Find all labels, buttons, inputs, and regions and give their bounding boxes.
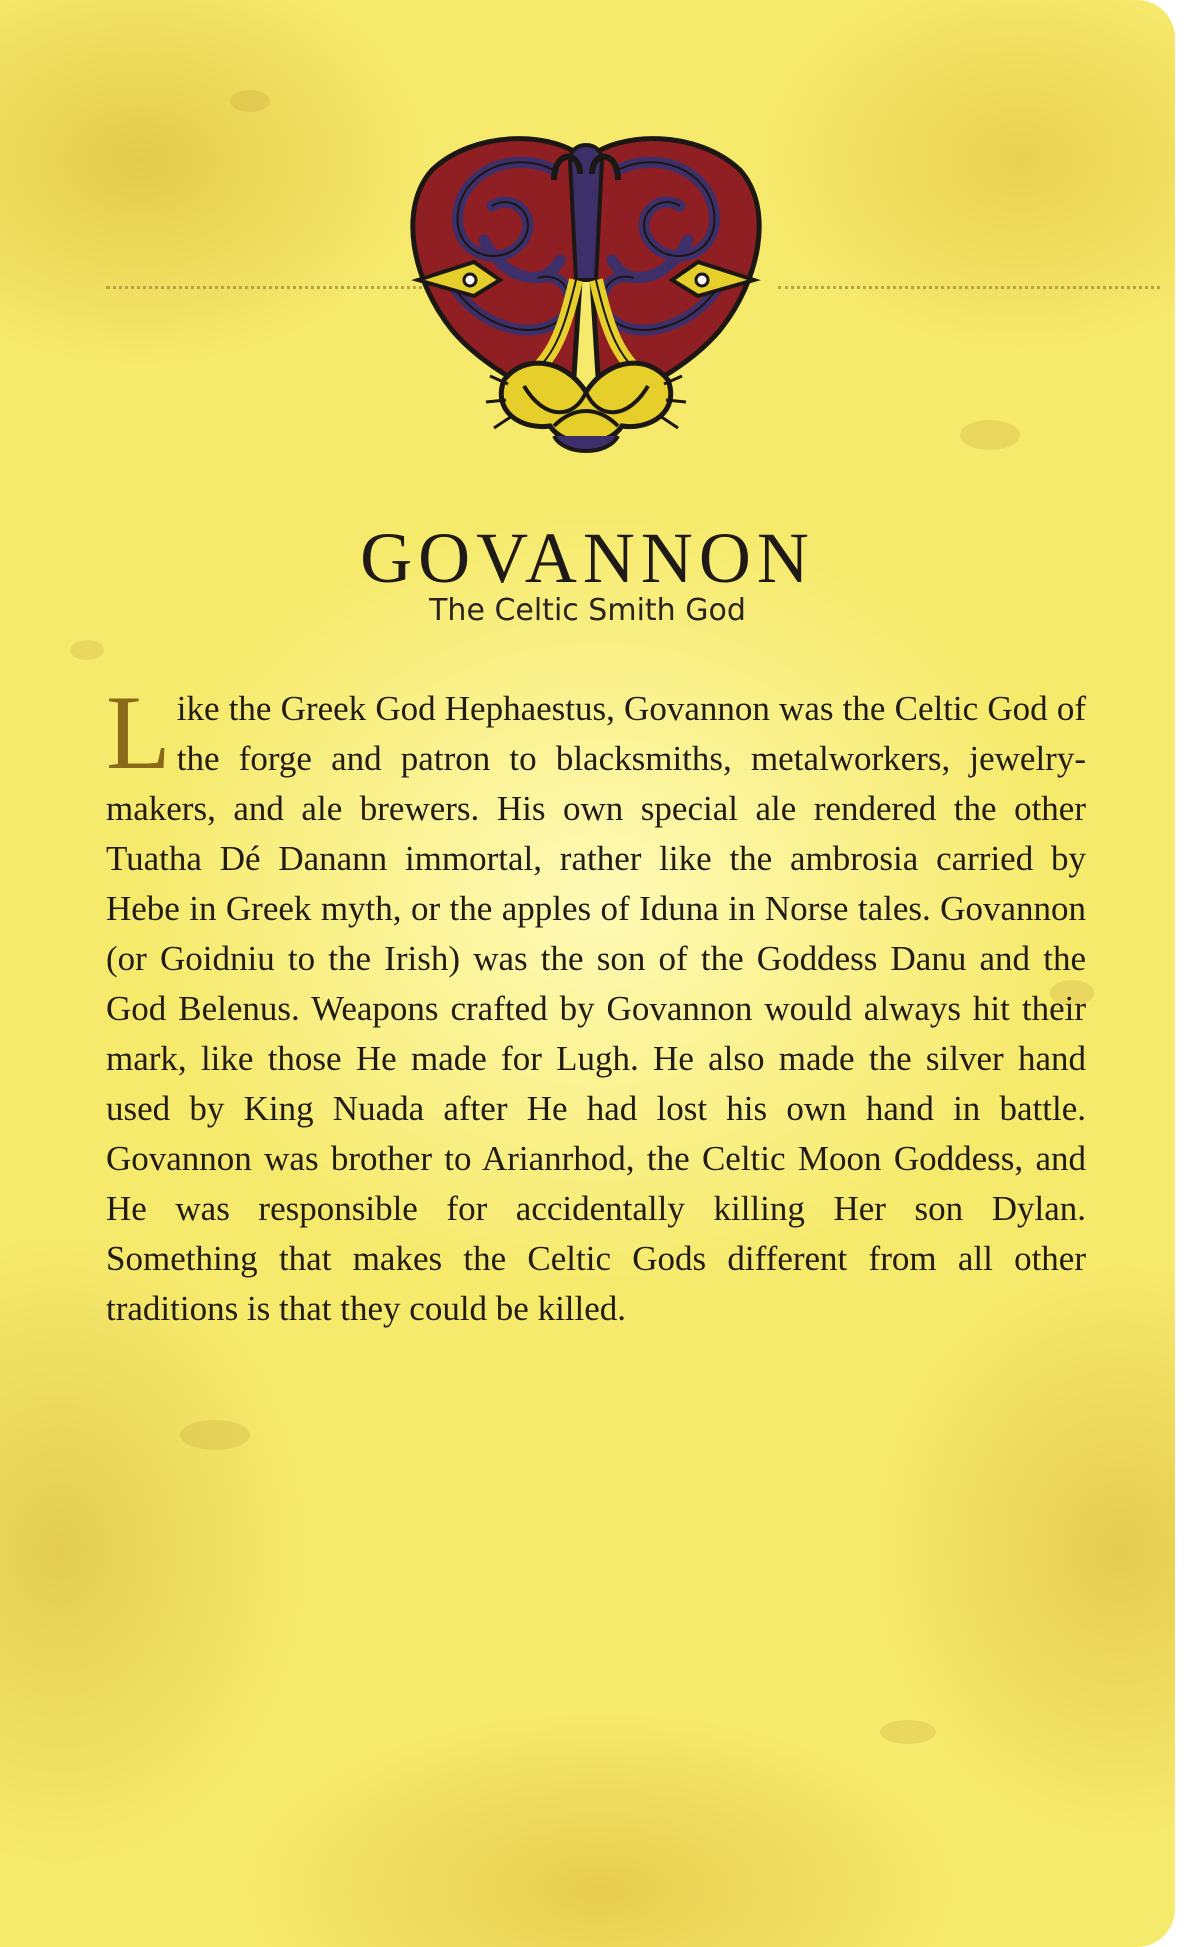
paper-stain — [880, 1720, 936, 1744]
drop-cap: L — [106, 674, 171, 791]
paper-stain — [230, 90, 270, 112]
paper-stain — [960, 420, 1020, 450]
card-title: GOVANNON — [360, 518, 815, 598]
card-subtitle: The Celtic Smith God — [429, 593, 746, 628]
paper-stain — [70, 640, 104, 660]
celtic-knot-birds-emblem-icon — [404, 130, 768, 460]
divider-right — [778, 286, 1160, 289]
card-body-text: ike the Greek God Hephaestus, Govannon was the Celtic God of the forge and patron to blacksmiths, metalworkers, jewelry-makers, and ale brewers. His own special ale rendered the other Tuatha Dé Danann immortal, rather like the ambrosia carried by Hebe in Greek myth, or the apples of Iduna in Norse tales. Govannon (or Goidniu to the Irish) was the son of the Goddess Danu and the God Belenus. Weapons crafted by Govannon would always hit their mark, like those He made for Lugh. He also made the silver hand used by King Nuada after He had lost his own hand in battle. Govannon was brother to Arianrhod, the Celtic Moon Goddess, and He was responsible for accidentally killing Her son Dylan. Something that makes the Celtic Gods different from all other traditions is that they could be killed. — [106, 689, 1086, 1328]
paper-stain — [180, 1420, 250, 1450]
card-description — [106, 674, 1086, 1334]
